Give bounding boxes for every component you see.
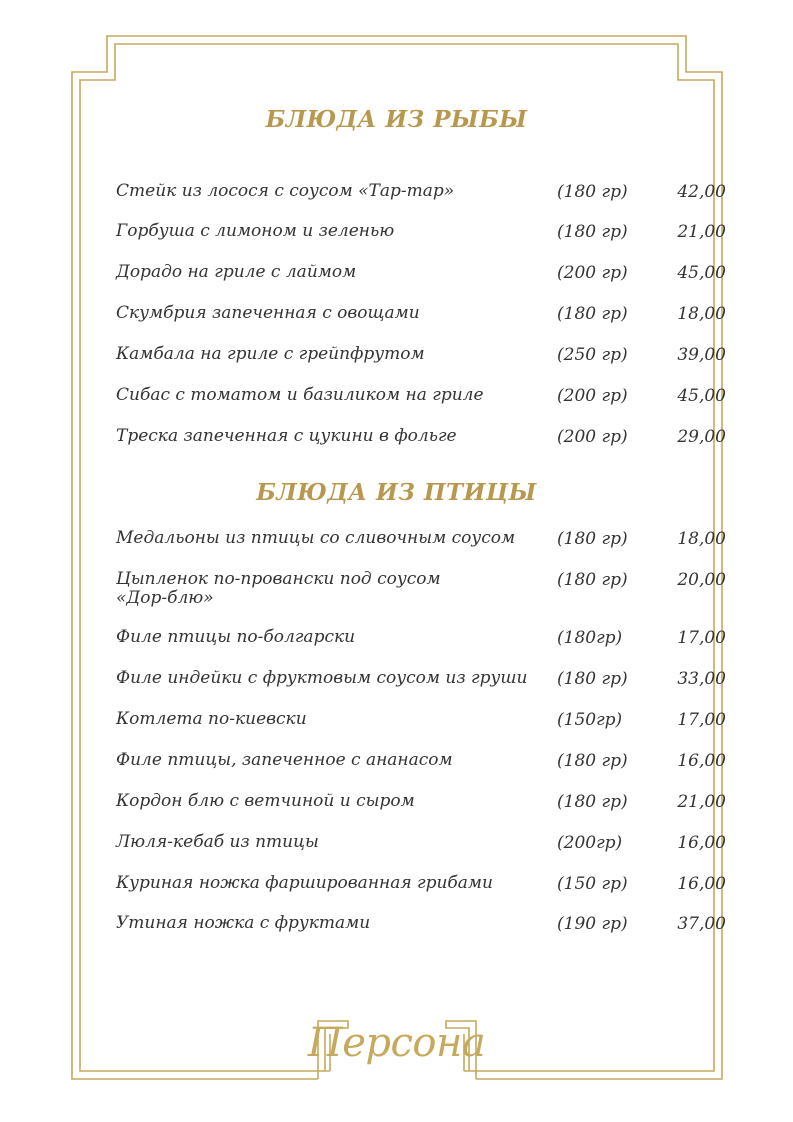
item-price: 21,00: [677, 222, 726, 242]
section-title-poultry: БЛЮДА ИЗ ПТИЦЫ: [256, 479, 537, 506]
item-name: Камбала на гриле с грейпфрутом: [116, 344, 425, 364]
item-price: 20,00: [677, 570, 726, 590]
item-price: 33,00: [677, 669, 726, 689]
item-price: 39,00: [677, 345, 726, 365]
item-weight: (180 гр): [557, 792, 628, 812]
item-weight: (200 гр): [557, 263, 628, 283]
menu-item: [0, 427, 793, 467]
item-name: Куриная ножка фаршированная грибами: [116, 873, 493, 893]
item-price: 18,00: [677, 529, 726, 549]
item-weight: (180 гр): [557, 304, 628, 324]
item-name: Горбуша с лимоном и зеленью: [116, 221, 395, 241]
item-price: 42,00: [677, 182, 726, 202]
item-name: Филе индейки с фруктовым соусом из груши: [116, 668, 528, 688]
menu-item: [0, 710, 793, 750]
menu-item: [0, 529, 793, 569]
item-name: Скумбрия запеченная с овощами: [116, 303, 420, 323]
item-name: Кордон блю с ветчиной и сыром: [116, 791, 415, 811]
persona-logo: Персона: [307, 1020, 486, 1066]
item-name: Котлета по-киевски: [116, 709, 307, 729]
menu-item: [0, 833, 793, 873]
menu-item: [0, 914, 793, 954]
item-name: Утиная ножка с фруктами: [116, 913, 371, 933]
section-title-fish: БЛЮДА ИЗ РЫБЫ: [265, 106, 528, 133]
menu-item: [0, 182, 793, 222]
item-weight: (180 гр): [557, 669, 628, 689]
menu-item: [0, 628, 793, 668]
item-name: Стейк из лосося с соусом «Тар-тар»: [116, 181, 455, 201]
item-weight: (180 гр): [557, 751, 628, 771]
item-price: 16,00: [677, 874, 726, 894]
item-weight: (180 гр): [557, 182, 628, 202]
item-weight: (180 гр): [557, 529, 628, 549]
item-weight: (200 гр): [557, 386, 628, 406]
menu-item: [0, 570, 793, 610]
menu-item: [0, 751, 793, 791]
item-weight: (150гр): [557, 710, 623, 730]
item-price: 45,00: [677, 386, 726, 406]
item-weight: (190 гр): [557, 914, 628, 934]
item-weight: (150 гр): [557, 874, 628, 894]
menu-item: [0, 874, 793, 914]
item-name: Дорадо на гриле с лаймом: [116, 262, 357, 282]
item-price: 29,00: [677, 427, 726, 447]
menu-item: [0, 386, 793, 426]
item-name: Люля-кебаб из птицы: [116, 832, 319, 852]
menu-item: [0, 263, 793, 303]
menu-item: [0, 669, 793, 709]
item-weight: (250 гр): [557, 345, 628, 365]
item-name: Треска запеченная с цукини в фольге: [116, 426, 457, 446]
menu-item: [0, 345, 793, 385]
item-price: 17,00: [677, 628, 726, 648]
item-weight: (180 гр): [557, 570, 628, 590]
item-price: 16,00: [677, 751, 726, 771]
item-price: 45,00: [677, 263, 726, 283]
item-name: Цыпленок по-провански под соусом «Дор-блю»: [116, 569, 441, 608]
menu-item: [0, 792, 793, 832]
menu-item: [0, 222, 793, 262]
item-price: 18,00: [677, 304, 726, 324]
menu-item: [0, 304, 793, 344]
item-name: Филе птицы по-болгарски: [116, 627, 356, 647]
item-name: Сибас с томатом и базиликом на гриле: [116, 385, 484, 405]
item-weight: (180гр): [557, 628, 623, 648]
item-name: Медальоны из птицы со сливочным соусом: [116, 528, 516, 548]
item-price: 21,00: [677, 792, 726, 812]
item-price: 37,00: [677, 914, 726, 934]
item-weight: (180 гр): [557, 222, 628, 242]
item-price: 16,00: [677, 833, 726, 853]
item-price: 17,00: [677, 710, 726, 730]
item-weight: (200 гр): [557, 427, 628, 447]
item-weight: (200гр): [557, 833, 623, 853]
item-name: Филе птицы, запеченное с ананасом: [116, 750, 453, 770]
